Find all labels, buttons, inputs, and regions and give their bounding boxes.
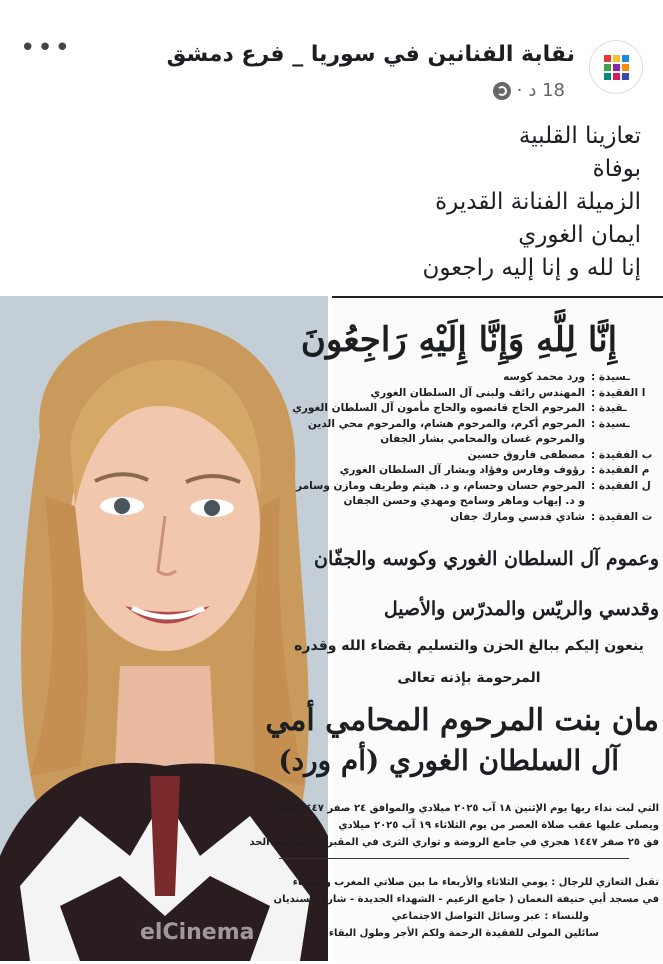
obituary-notice[interactable]: [249, 296, 663, 961]
relative-names: المهندس رائف ولبنى آل السلطان الغوري: [370, 386, 585, 399]
condolence-line: تقبل التعازي للرجال : يومي الثلاثاء والأربعاء ما بين صلاتي المغرب والعشاء: [292, 877, 659, 888]
relative-label-text: م الفقيدة :: [591, 464, 650, 476]
post-time[interactable]: 18 د: [528, 80, 565, 101]
caption-line: الزميلة الفنانة القديرة: [435, 189, 641, 215]
caption-line: تعازينا القلبية: [518, 123, 641, 149]
families-line: وعموم آل السلطان الغوري وكوسه والجفّان: [314, 548, 659, 570]
relative-row: [279, 510, 659, 526]
relative-row: [279, 448, 659, 464]
relative-names: شادي قدسي ومارك جفان: [450, 510, 585, 523]
relative-names: المرحوم الحاج قانصوه والحاج مأمون آل السلطان الغوري: [292, 402, 585, 414]
condolence-line: سائلين المولى للفقيدة الرحمة ولكم الأجر وطول البقاء: [328, 928, 599, 939]
caption-line: إنا لله و إنا إليه راجعون: [422, 255, 641, 281]
logo-square: [613, 64, 620, 71]
logo-square: [604, 73, 611, 80]
relative-row: [279, 432, 659, 448]
meta-separator: ·: [516, 80, 523, 101]
relative-label: [591, 417, 659, 433]
relative-label-text: ـسيدة :: [591, 371, 630, 383]
relative-names: والمرحوم غسان والمحامي بشار الجفان: [380, 433, 585, 445]
announcement-line: المرحومة بإذنه تعالى: [397, 670, 541, 686]
deceased-family: آل السلطان الغوري (أم ورد): [278, 744, 619, 777]
post-caption: [423, 120, 641, 285]
relative-row: [279, 370, 659, 386]
relative-label-text: ت الفقيدة :: [591, 510, 653, 523]
relative-row: [279, 494, 659, 510]
relative-names: المرحوم أكرم، والمرحوم هشام، والمرحوم محي الدين: [307, 417, 585, 430]
logo-square: [622, 73, 629, 80]
syndicate-logo: [604, 55, 629, 80]
relative-row: [279, 417, 659, 433]
funeral-detail: ويصلى عليها عقب صلاة العصر من يوم الثلاثاء ١٩ آب ٢٠٢٥ ميلادي: [338, 820, 659, 831]
relative-label-text: ـقيدة :: [591, 402, 627, 414]
relative-names: ورد محمد كوسه: [503, 371, 585, 383]
logo-square: [613, 55, 620, 62]
page-avatar[interactable]: [589, 40, 643, 94]
relative-row: [279, 479, 659, 495]
post-meta: [493, 80, 565, 101]
relative-row: [279, 386, 659, 402]
logo-square: [604, 55, 611, 62]
relative-label: [591, 432, 659, 448]
caption-line: بوفاة: [592, 156, 641, 182]
logo-square: [613, 73, 620, 80]
relative-label: [591, 448, 659, 464]
relative-names: مصطفى فاروق حسين: [467, 448, 585, 461]
logo-square: [622, 55, 629, 62]
relative-label-text: ا الفقيدة :: [591, 386, 646, 399]
condolence-line: وللنساء : عبر وسائل التواصل الاجتماعي: [391, 911, 589, 922]
funeral-detail: فق ٢٥ صفر ١٤٤٧ هجري في جامع الروضة و تواري الثرى في المقبرة الإسلامية الحد: [249, 837, 659, 848]
relative-label: [591, 479, 659, 495]
announcement-line: ينعون إليكم ببالغ الحزن والتسليم بقضاء الله وقدره: [294, 638, 644, 654]
divider: [279, 858, 629, 859]
relative-label: [591, 386, 659, 402]
caption-line: ايمان الغوري: [518, 222, 641, 248]
relative-label: [591, 494, 659, 510]
logo-square: [604, 64, 611, 71]
relative-names: رؤوف وفارس وفؤاد وبشار آل السلطان الغوري: [339, 464, 585, 476]
condolence-line: في مسجد أبي حنيفة النعمان ( جامع الزعيم - الشهداء الجديدة - شارع السنديان: [273, 894, 659, 905]
globe-icon: [493, 82, 511, 100]
logo-square: [622, 64, 629, 71]
quran-verse: إِنَّا لِلَّهِ وَإِنَّا إِلَيْهِ رَاجِعُونَ: [300, 320, 618, 360]
relative-label: [591, 401, 659, 417]
relative-names: المرحوم حسان وحسام، و د. هيثم وطريف ومازن وسامر: [296, 479, 585, 492]
relative-names: و د. إيهاب وماهر وسامح ومهدي وحسن الجفان: [343, 495, 585, 507]
relative-label-text: ـسيدة :: [591, 417, 630, 430]
relative-row: [279, 401, 659, 417]
page-name-link[interactable]: نقابة الفنانين في سوريا _ فرع دمشق: [166, 42, 575, 67]
relative-label-text: ل الفقيدة :: [591, 479, 651, 492]
watermark: elCinema: [140, 920, 255, 945]
relative-label: [591, 370, 659, 386]
more-options-icon[interactable]: •••: [20, 33, 73, 63]
relative-label-text: ب الفقيدة :: [591, 448, 653, 461]
relative-label: [591, 510, 659, 526]
relative-label: [591, 463, 659, 479]
families-line: وقدسي والريّس والمدرّس والأصيل: [383, 598, 659, 620]
relatives-list: [279, 370, 659, 525]
deceased-name: مان بنت المرحوم المحامي أمي: [265, 703, 659, 738]
funeral-detail: التي لبت نداء ربها يوم الإثنين ١٨ آب ٢٠٢٥ ميلادي والموافق ٢٤ صفر ١٤٤٧ هجري: [266, 803, 659, 814]
relative-row: [279, 463, 659, 479]
